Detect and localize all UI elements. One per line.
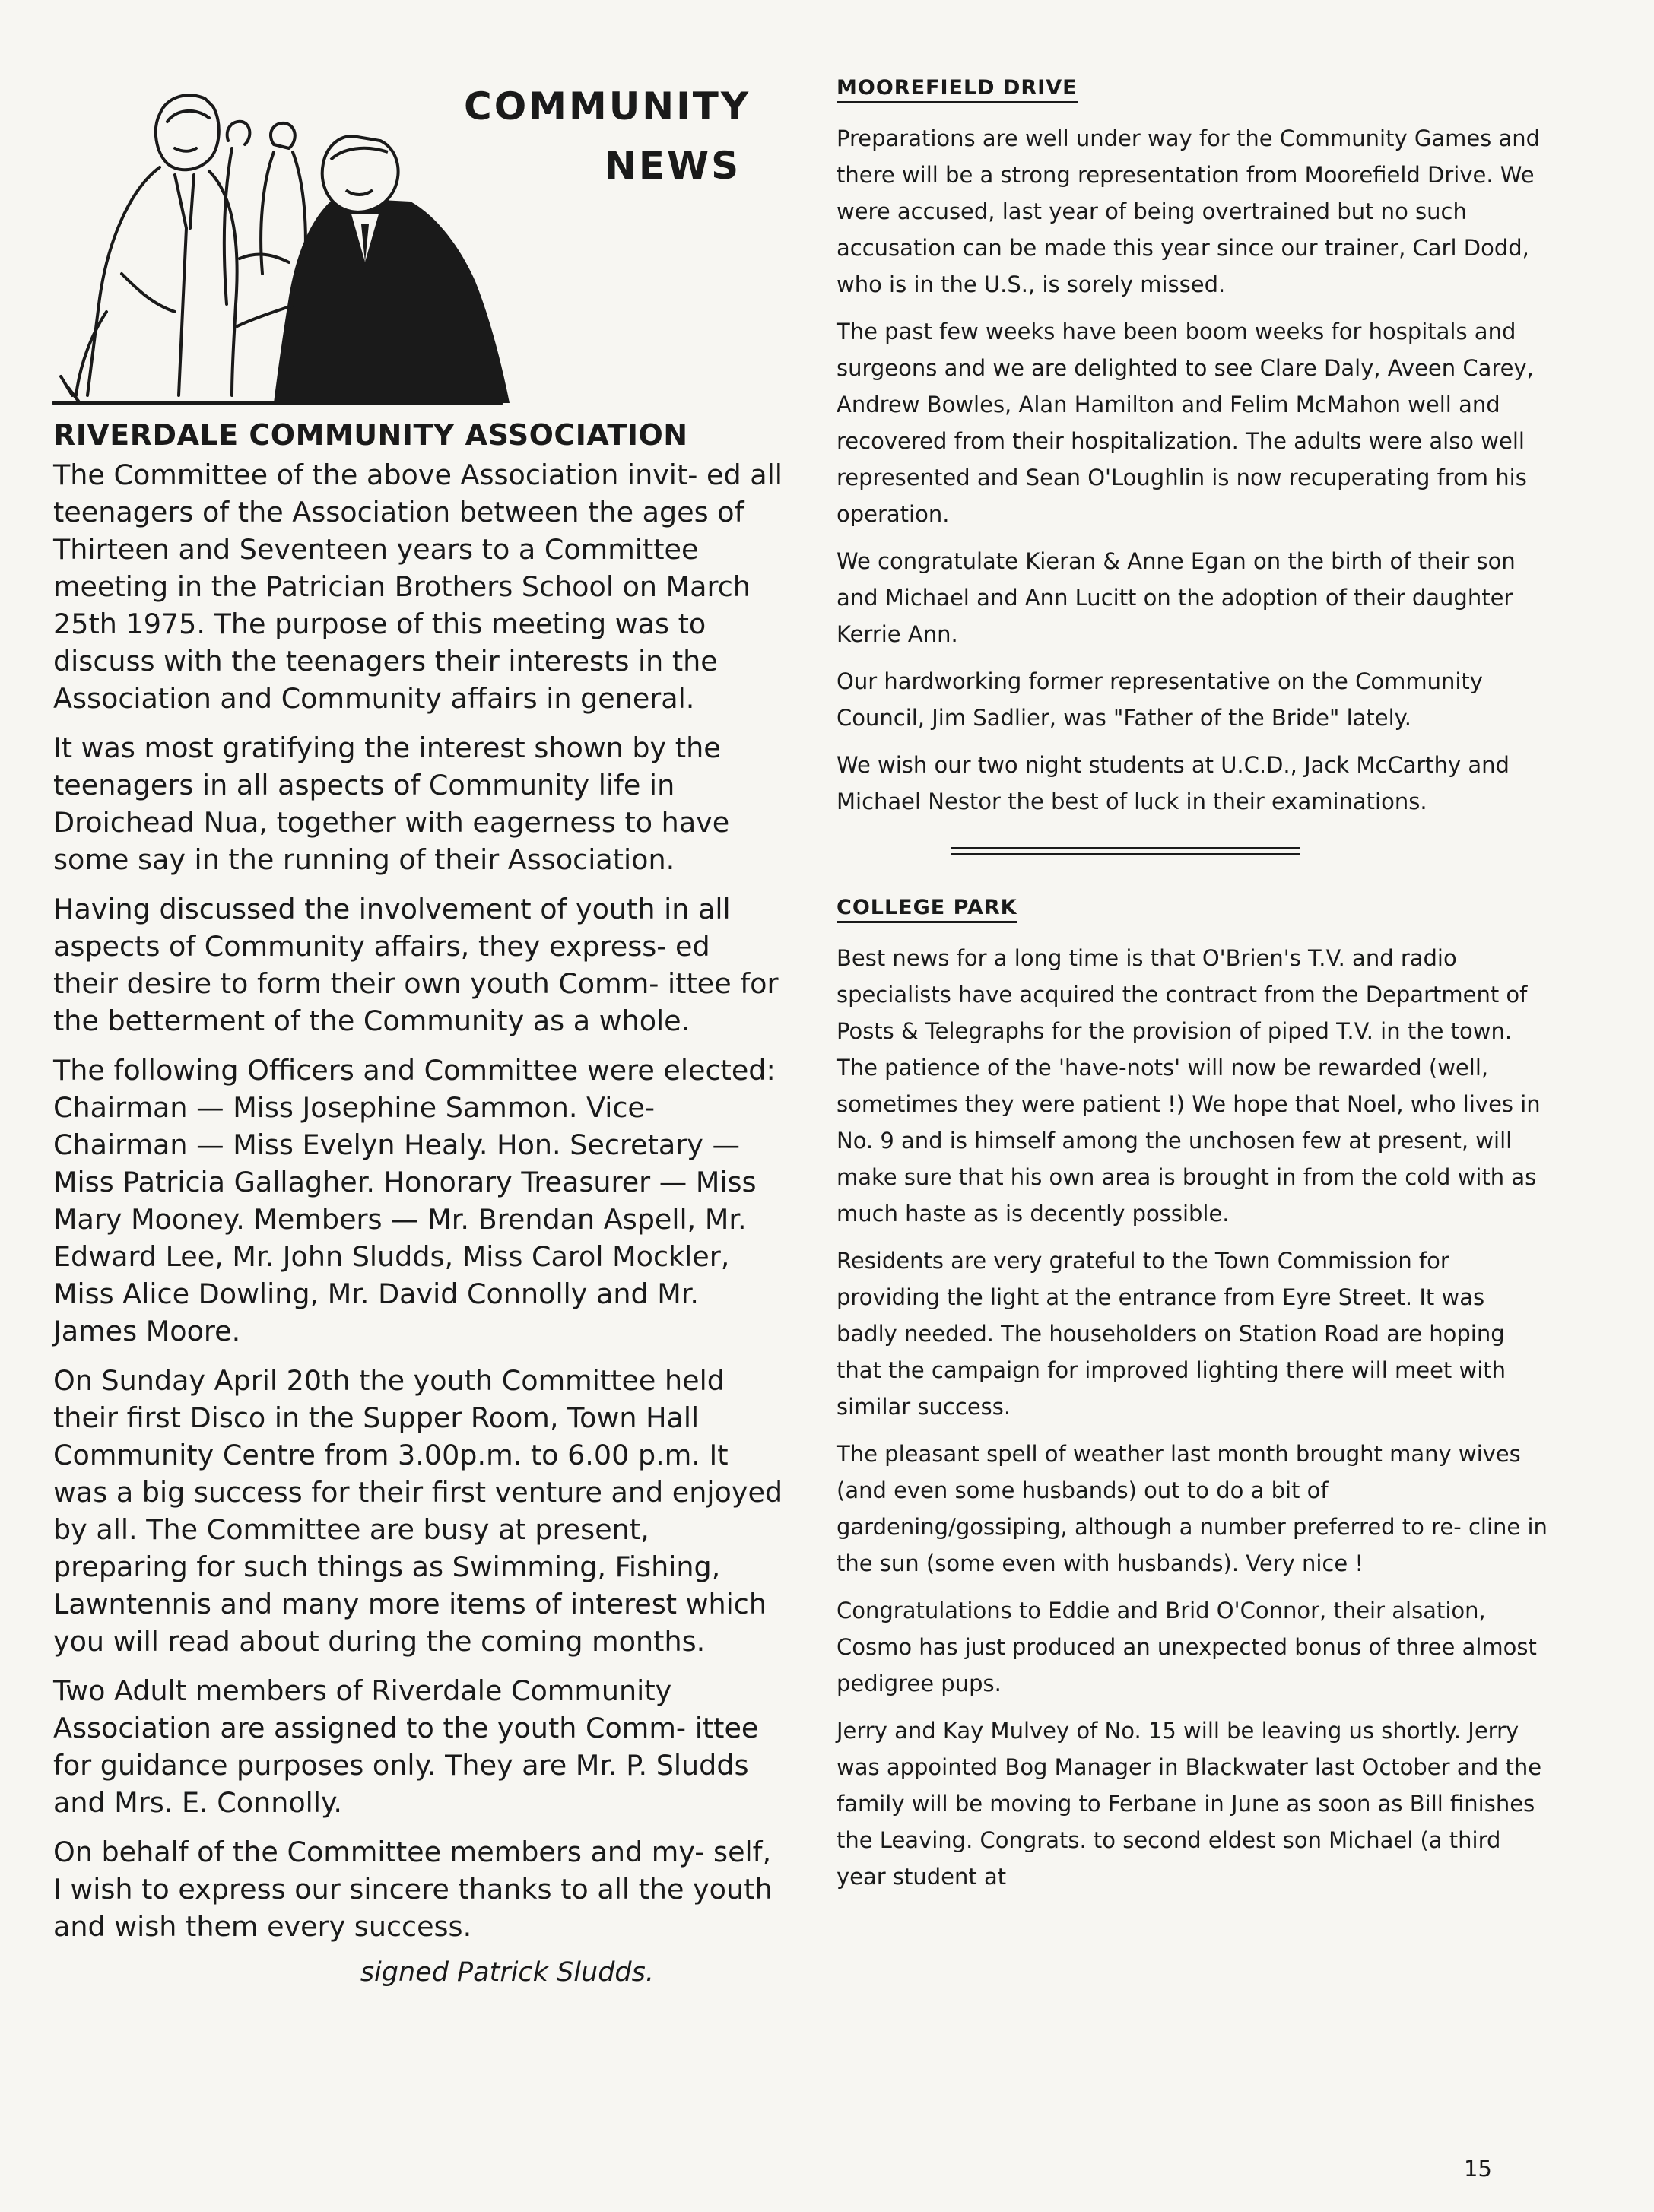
two-men-talking-illustration xyxy=(46,76,517,411)
moorefield-paragraph: The past few weeks have been boom weeks for hospitals and surgeons and we are delighted to see Clare Daly, Aveen Carey, Andrew Bowles, Alan Hamilton and Felim McMahon well and recovered from their hospitalization. The adults were also well represented and Sean O'Loughlin is now recuperating from his operation. xyxy=(837,319,1534,527)
signature: signed Patrick Sludds. xyxy=(360,1957,654,1988)
riverdale-paragraph: The following Officers and Committee were elected: Chairman — Miss Josephine Sammon. Vice-Chairman — Miss Evelyn Healy. Hon. Secretary — Miss Patricia Gallagher. Honorary Treasurer — Miss Mary Mooney. Members — Mr. Brendan Aspell, Mr. Edward Lee, Mr. John Sludds, Miss Carol Mockler, Miss Alice Dowling, Mr. David Connolly and Mr. James Moore. xyxy=(53,1054,776,1347)
college-park-paragraph: Jerry and Kay Mulvey of No. 15 will be leaving us shortly. Jerry was appointed Bog Manager in Blackwater last October and the family will be moving to Ferbane in June as soon as Bill finishes the Leaving. Congrats. to second eldest son Michael (a third year student at xyxy=(837,1718,1542,1890)
riverdale-paragraph: On behalf of the Committee members and my- self, I wish to express our sincere thanks to all the youth and wish them every success. xyxy=(53,1836,773,1943)
moorefield-paragraph: We congratulate Kieran & Anne Egan on the birth of their son and Michael and Ann Lucitt on the adoption of their daughter Kerrie Ann. xyxy=(837,548,1516,647)
moorefield-paragraph: Preparations are well under way for the Community Games and there will be a strong representation from Moorefield Drive. We were accused, last year of being overtrained but no such accusation can be made this year since our trainer, Carl Dodd, who is in the U.S., is sorely missed. xyxy=(837,125,1541,297)
riverdale-paragraph: It was most gratifying the interest shown by the teenagers in all aspects of Community life in Droichead Nua, together with eagerness to have some say in the running of their Association. xyxy=(53,732,730,876)
college-park-paragraph: The pleasant spell of weather last month brought many wives (and even some husbands) out to do a bit of gardening/gossiping, although a number preferred to re- cline in the sun (some even with husbands). Very nice ! xyxy=(837,1441,1548,1576)
community-title: COMMUNITY xyxy=(464,84,751,129)
news-title: NEWS xyxy=(605,144,741,188)
riverdale-paragraph: Two Adult members of Riverdale Community Association are assigned to the youth Comm- ittee for guidance purposes only. They are Mr. P. Sludds and Mrs. E. Connolly. xyxy=(53,1674,759,1819)
riverdale-paragraph: On Sunday April 20th the youth Committee held their first Disco in the Supper Room, Town Hall Community Centre from 3.00p.m. to 6.00 p.m. It was a big success for their first venture and enjoyed by all. The Committee are busy at present, preparing for such things as Swimming, Fishing, Lawntennis and many more items of interest which you will read about during the coming months. xyxy=(53,1364,783,1658)
riverdale-paragraph: The Committee of the above Association invit- ed all teenagers of the Association between the ages of Thirteen and Seventeen years to a Committee meeting in the Patrician Brothers School on March 25th 1975. The purpose of this meeting was to discuss with the teenagers their interests in the Association and Community affairs in general. xyxy=(53,459,783,715)
college-park-paragraph: Best news for a long time is that O'Brien's T.V. and radio specialists have acquired the contract from the Department of Posts & Telegraphs for the provision of piped T.V. in the town. The patience of the 'have-nots' will now be rewarded (well, sometimes they were patient !) We hope that Noel, who lives in No. 9 and is himself among the unchosen few at present, will make sure that his own area is brought in from the cold with as much haste as is decently possible. xyxy=(837,945,1541,1227)
right-column xyxy=(837,76,1551,1906)
section-divider xyxy=(951,847,1300,855)
moorefield-paragraph: Our hardworking former representative on the Community Council, Jim Sadlier, was "Father of the Bride" lately. xyxy=(837,668,1483,731)
page-number: 15 xyxy=(1464,2156,1492,2182)
college-park-paragraph: Residents are very grateful to the Town Commission for providing the light at the entrance from Eyre Street. It was badly needed. The householders on Station Road are hoping that the campaign for improved lighting there will meet with similar success. xyxy=(837,1248,1506,1420)
moorefield-paragraph: We wish our two night students at U.C.D., Jack McCarthy and Michael Nestor the best of luck in their examinations. xyxy=(837,752,1510,814)
riverdale-article xyxy=(53,418,783,1988)
college-park-heading: COLLEGE PARK xyxy=(837,896,1017,923)
college-park-paragraph: Congratulations to Eddie and Brid O'Connor, their alsation, Cosmo has just produced an unexpected bonus of three almost pedigree pups. xyxy=(837,1598,1537,1696)
riverdale-paragraph: Having discussed the involvement of youth in all aspects of Community affairs, they express- ed their desire to form their own youth Comm- ittee for the betterment of the Community as a whole. xyxy=(53,893,779,1037)
riverdale-heading: RIVERDALE COMMUNITY ASSOCIATION xyxy=(53,418,688,452)
moorefield-heading: MOOREFIELD DRIVE xyxy=(837,76,1078,103)
